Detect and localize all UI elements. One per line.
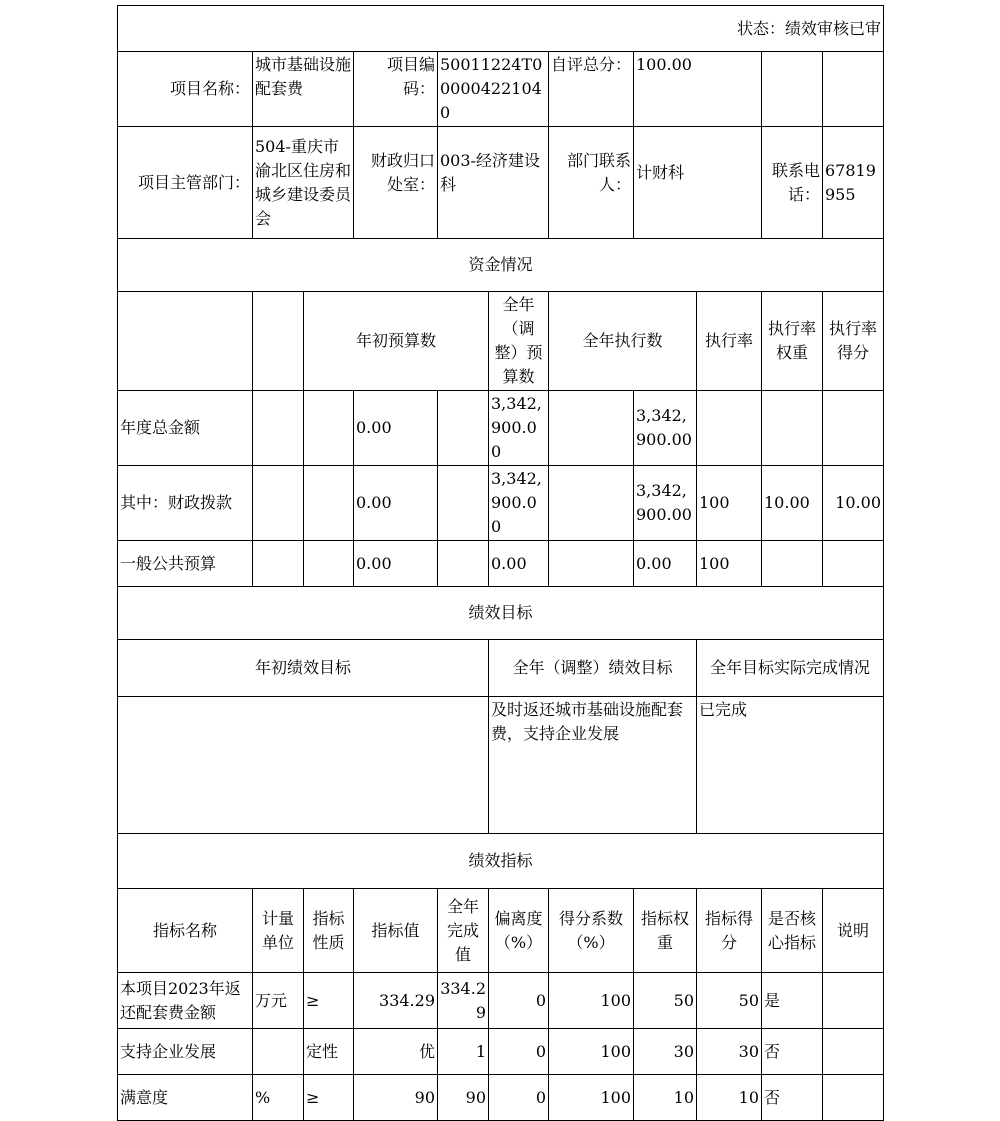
- funds-section-row: [118, 239, 884, 292]
- goals-adjusted-content: 及时返还城市基础设施配套费，支持企业发展: [489, 697, 697, 834]
- empty-cell: [304, 466, 354, 541]
- empty-cell: [253, 292, 304, 391]
- empty-cell: [438, 541, 489, 587]
- funds-weight-value: [762, 391, 823, 466]
- ind-header-name: 指标名称: [118, 889, 253, 973]
- ind-unit: [253, 1029, 304, 1075]
- goals-section-row: [118, 587, 884, 640]
- funds-adjusted-value: 3,342,900.00: [489, 391, 549, 466]
- ind-note: [823, 1029, 884, 1075]
- goals-header-row: [118, 640, 884, 697]
- project-info-row-1: [118, 52, 884, 127]
- funds-header-rate: 执行率: [697, 292, 762, 391]
- empty-cell: [118, 292, 253, 391]
- funds-executed-value: 3,342,900.00: [634, 466, 697, 541]
- funds-section-title: 资金情况: [118, 239, 884, 292]
- ind-value: 优: [354, 1029, 438, 1075]
- funds-executed-value: 0.00: [634, 541, 697, 587]
- ind-name: 支持企业发展: [118, 1029, 253, 1075]
- funds-header-weight: 执行率权重: [762, 292, 823, 391]
- ind-note: [823, 1075, 884, 1121]
- funds-header-row: [118, 292, 884, 391]
- funds-executed-value: 3,342,900.00: [634, 391, 697, 466]
- ind-header-weight: 指标权重: [634, 889, 697, 973]
- ind-deviation: 0: [489, 973, 549, 1029]
- ind-core: 否: [762, 1075, 823, 1121]
- project-name-label: 项目名称：: [118, 52, 253, 127]
- funds-weight-value: [762, 541, 823, 587]
- performance-evaluation-table: [117, 5, 884, 1121]
- funds-weight-value: 10.00: [762, 466, 823, 541]
- self-score-label: 自评总分：: [549, 52, 634, 127]
- funds-rate-value: 100: [697, 466, 762, 541]
- status-row: [118, 6, 884, 52]
- ind-nature: 定性: [304, 1029, 354, 1075]
- funds-row-total: [118, 391, 884, 466]
- ind-header-coef: 得分系数（%）: [549, 889, 634, 973]
- funds-header-initial: 年初预算数: [304, 292, 489, 391]
- ind-coef: 100: [549, 1075, 634, 1121]
- goals-initial-header: 年初绩效目标: [118, 640, 489, 697]
- funds-adjusted-value: 3,342,900.00: [489, 466, 549, 541]
- goals-section-title: 绩效目标: [118, 587, 884, 640]
- finance-value: 003-经济建设科: [438, 127, 549, 239]
- funds-row-fiscal: [118, 466, 884, 541]
- goals-actual-header: 全年目标实际完成情况: [697, 640, 884, 697]
- ind-unit: 万元: [253, 973, 304, 1029]
- empty-cell: [253, 391, 304, 466]
- indicators-header-row: [118, 889, 884, 973]
- self-score-value: 100.00: [634, 52, 762, 127]
- ind-header-actual: 全年完成值: [438, 889, 489, 973]
- ind-nature: ≥: [304, 1075, 354, 1121]
- ind-value: 334.29: [354, 973, 438, 1029]
- ind-nature: ≥: [304, 973, 354, 1029]
- dept-label: 项目主管部门：: [118, 127, 253, 239]
- funds-initial-value: 0.00: [354, 466, 438, 541]
- ind-header-deviation: 偏离度（%）: [489, 889, 549, 973]
- ind-weight: 30: [634, 1029, 697, 1075]
- goals-adjusted-header: 全年（调整）绩效目标: [489, 640, 697, 697]
- ind-header-score: 指标得分: [697, 889, 762, 973]
- empty-cell: [304, 391, 354, 466]
- ind-coef: 100: [549, 973, 634, 1029]
- ind-name: 本项目2023年返还配套费金额: [118, 973, 253, 1029]
- empty-cell: [549, 391, 634, 466]
- ind-weight: 10: [634, 1075, 697, 1121]
- funds-score-value: [823, 541, 884, 587]
- ind-weight: 50: [634, 973, 697, 1029]
- ind-header-value: 指标值: [354, 889, 438, 973]
- ind-core: 否: [762, 1029, 823, 1075]
- goals-initial-content: [118, 697, 489, 834]
- contact-value: 计财科: [634, 127, 762, 239]
- empty-cell: [438, 466, 489, 541]
- ind-deviation: 0: [489, 1075, 549, 1121]
- ind-actual: 90: [438, 1075, 489, 1121]
- funds-adjusted-value: 0.00: [489, 541, 549, 587]
- phone-label: 联系电话：: [762, 127, 823, 239]
- funds-row-label: 其中：财政拨款: [118, 466, 253, 541]
- indicator-row: [118, 973, 884, 1029]
- funds-initial-value: 0.00: [354, 541, 438, 587]
- ind-note: [823, 973, 884, 1029]
- goals-content-row: [118, 697, 884, 834]
- funds-header-adjusted: 全年（调整）预算数: [489, 292, 549, 391]
- funds-initial-value: 0.00: [354, 391, 438, 466]
- funds-row-label: 一般公共预算: [118, 541, 253, 587]
- empty-cell: [438, 391, 489, 466]
- ind-name: 满意度: [118, 1075, 253, 1121]
- ind-actual: 334.29: [438, 973, 489, 1029]
- funds-row-label: 年度总金额: [118, 391, 253, 466]
- project-code-label: 项目编码：: [354, 52, 438, 127]
- indicators-section-title: 绩效指标: [118, 834, 884, 889]
- dept-value: 504-重庆市渝北区住房和城乡建设委员会: [253, 127, 354, 239]
- funds-row-general: [118, 541, 884, 587]
- ind-unit: %: [253, 1075, 304, 1121]
- ind-actual: 1: [438, 1029, 489, 1075]
- contact-label: 部门联系人：: [549, 127, 634, 239]
- ind-header-note: 说明: [823, 889, 884, 973]
- ind-header-core: 是否核心指标: [762, 889, 823, 973]
- empty-cell: [253, 541, 304, 587]
- funds-header-score: 执行率得分: [823, 292, 884, 391]
- funds-rate-value: [697, 391, 762, 466]
- indicator-row: [118, 1029, 884, 1075]
- empty-cell: [762, 52, 823, 127]
- ind-score: 10: [697, 1075, 762, 1121]
- finance-label: 财政归口处室：: [354, 127, 438, 239]
- ind-header-nature: 指标性质: [304, 889, 354, 973]
- project-info-row-2: [118, 127, 884, 239]
- phone-value: 67819955: [823, 127, 884, 239]
- funds-header-executed: 全年执行数: [549, 292, 697, 391]
- ind-header-unit: 计量单位: [253, 889, 304, 973]
- empty-cell: [823, 52, 884, 127]
- empty-cell: [253, 466, 304, 541]
- project-name-value: 城市基础设施配套费: [253, 52, 354, 127]
- empty-cell: [304, 541, 354, 587]
- ind-deviation: 0: [489, 1029, 549, 1075]
- ind-score: 30: [697, 1029, 762, 1075]
- empty-cell: [549, 541, 634, 587]
- project-code-value: 50011224T000004221040: [438, 52, 549, 127]
- indicator-row: [118, 1075, 884, 1121]
- empty-cell: [549, 466, 634, 541]
- indicators-section-row: [118, 834, 884, 889]
- ind-value: 90: [354, 1075, 438, 1121]
- funds-score-value: 10.00: [823, 466, 884, 541]
- funds-score-value: [823, 391, 884, 466]
- funds-rate-value: 100: [697, 541, 762, 587]
- status-text: 状态：绩效审核已审: [118, 6, 884, 52]
- ind-score: 50: [697, 973, 762, 1029]
- ind-coef: 100: [549, 1029, 634, 1075]
- ind-core: 是: [762, 973, 823, 1029]
- goals-actual-content: 已完成: [697, 697, 884, 834]
